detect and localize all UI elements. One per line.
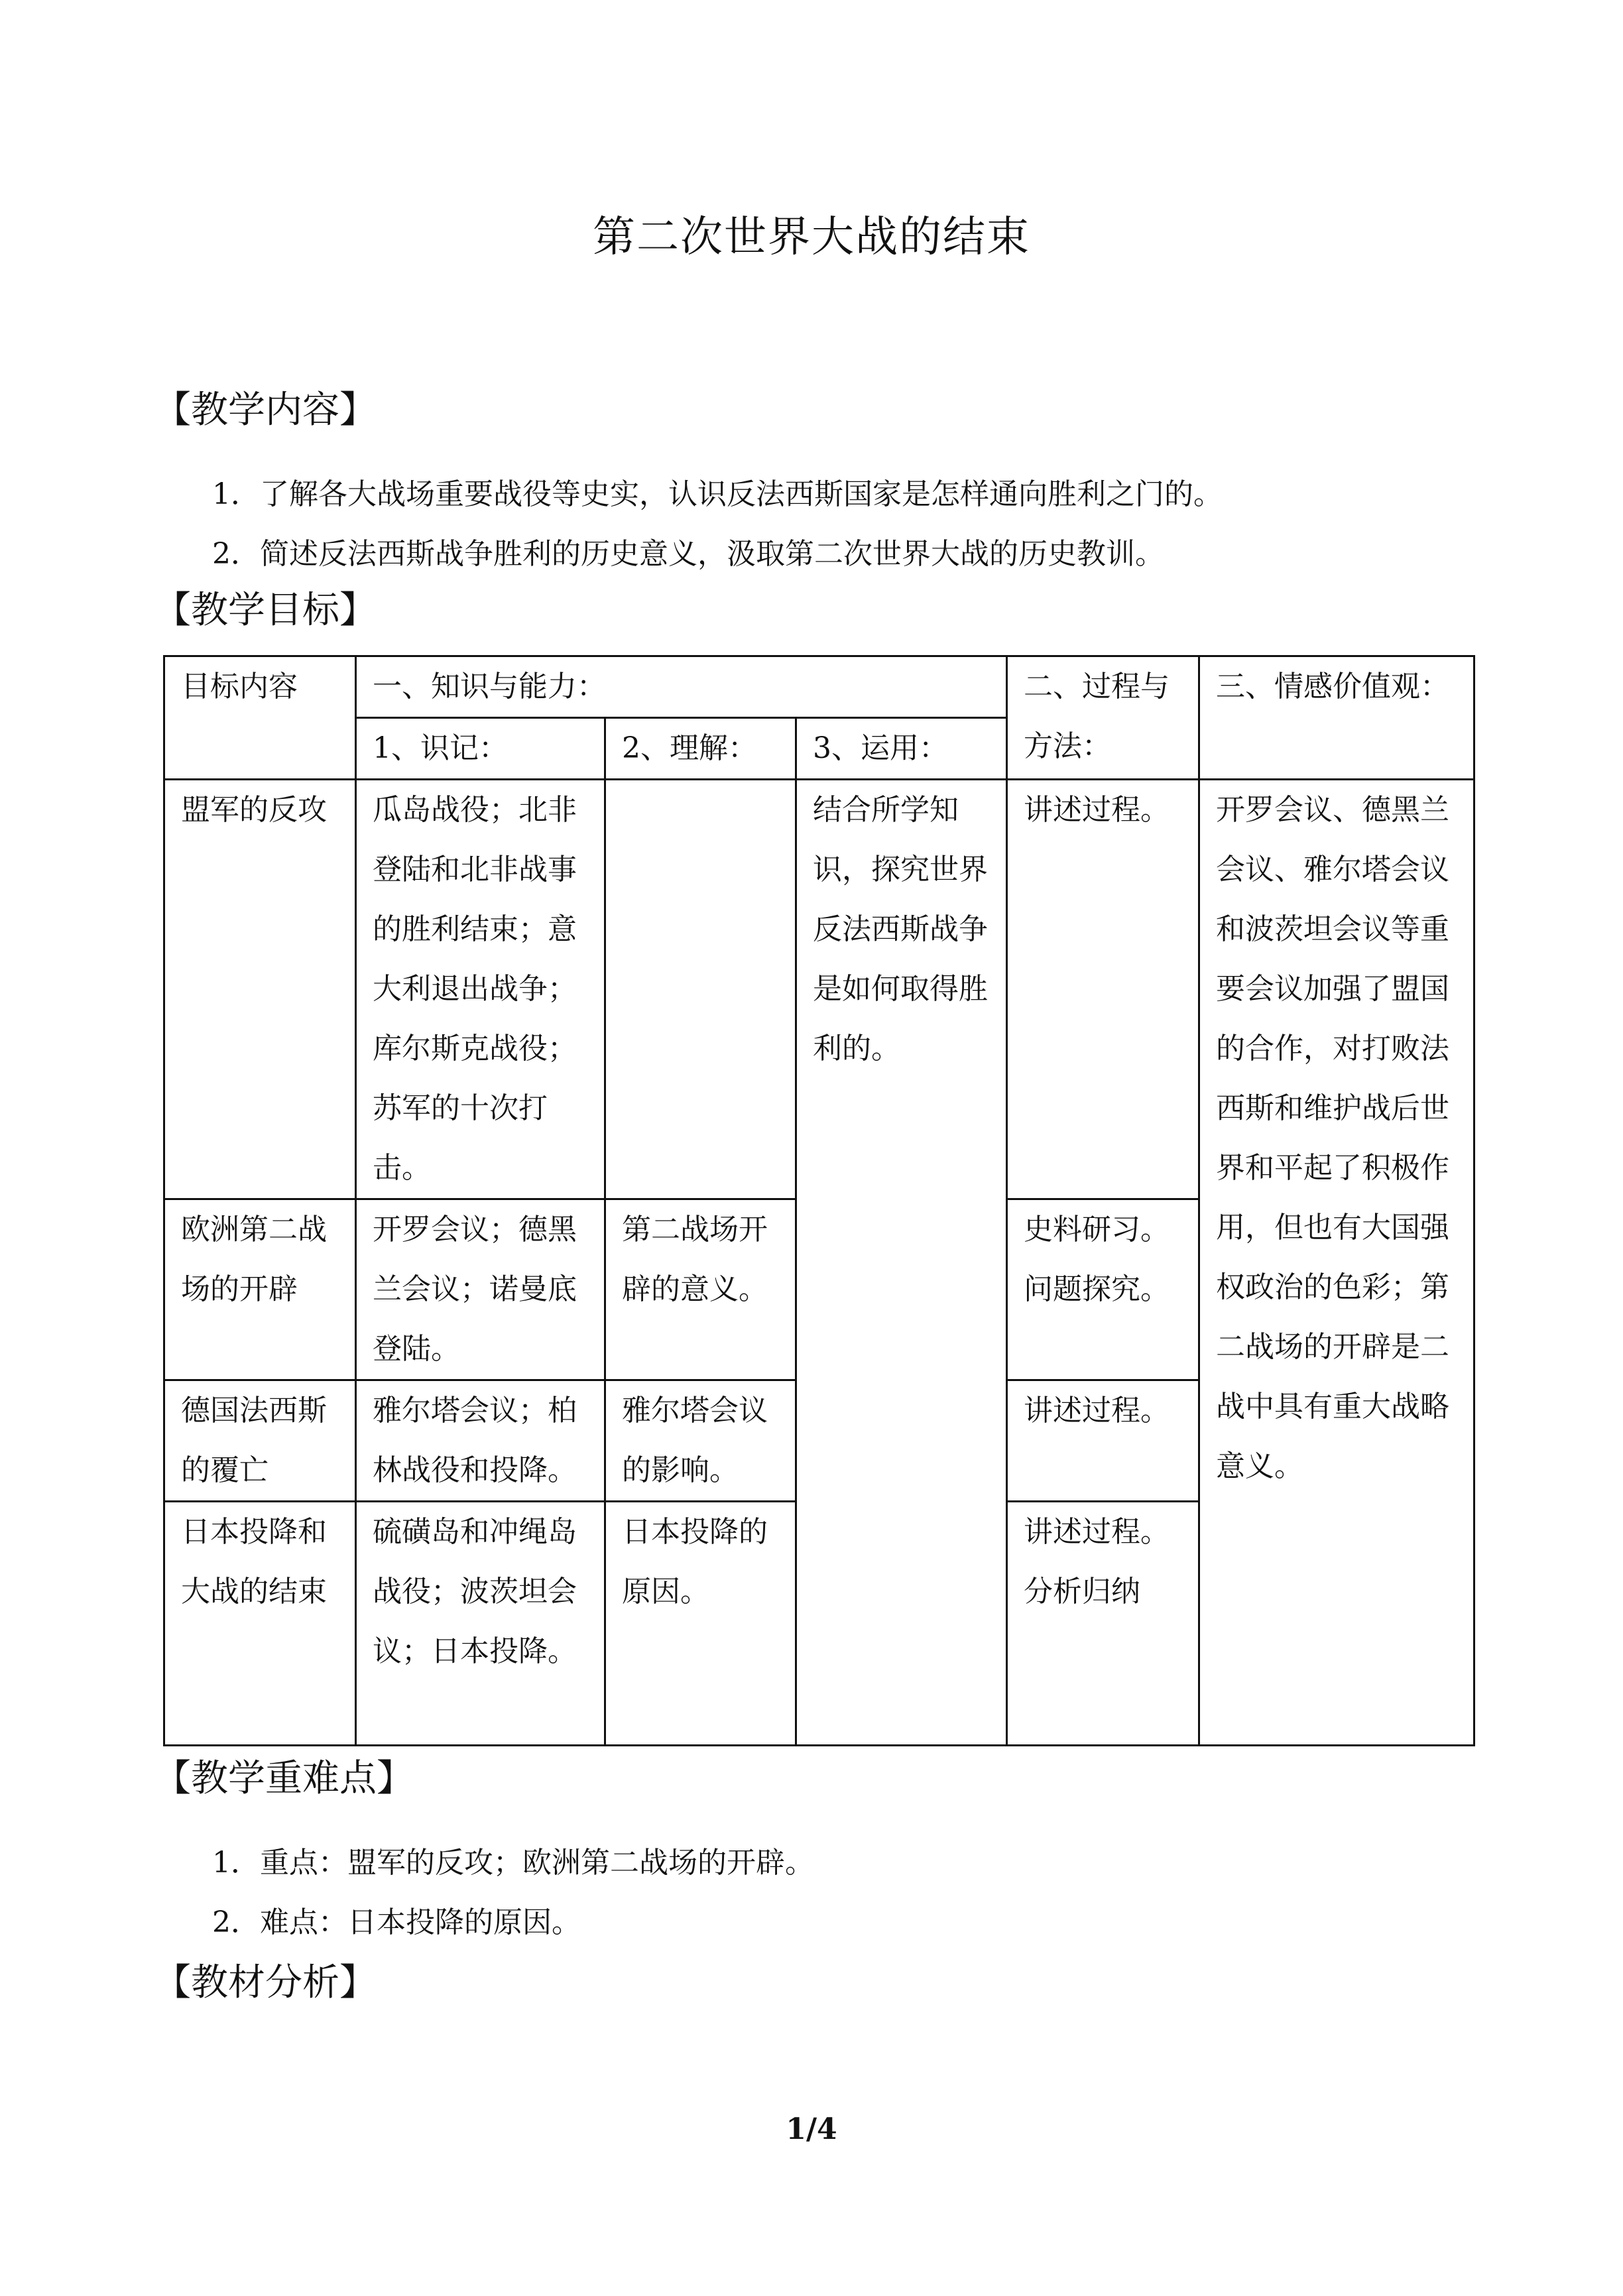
list-text: 重点：盟军的反攻；欧洲第二战场的开辟。 [260,1846,814,1880]
header-recall: 1、识记： [356,718,605,780]
list-number: 2． [212,1905,260,1939]
section-heading-analysis: 【教材分析】 [154,1961,377,2004]
list-text: 了解各大战场重要战役等史实，认识反法西斯国家是怎样通向胜利之门的。 [260,477,1223,511]
method-cell: 讲述过程。 [1007,780,1199,1199]
page-number: 1/4 [786,2112,837,2146]
keypoint-list-item [212,1903,581,1943]
header-understand: 2、理解： [605,718,796,780]
recall-cell: 硫磺岛和冲绳岛战役；波茨坦会议；日本投降。 [356,1502,605,1746]
topic-cell: 欧洲第二战场的开辟 [164,1199,356,1380]
list-text: 简述反法西斯战争胜利的历史意义，汲取第二次世界大战的历史教训。 [260,537,1164,571]
understand-cell: 第二战场开辟的意义。 [605,1199,796,1380]
content-list-item [212,534,1164,574]
method-cell: 讲述过程。 [1007,1380,1199,1502]
section-heading-content: 【教学内容】 [154,389,377,432]
recall-cell: 开罗会议；德黑兰会议；诺曼底登陆。 [356,1199,605,1380]
topic-cell: 盟军的反攻 [164,780,356,1199]
list-number: 1． [212,477,260,511]
header-knowledge: 一、知识与能力： [356,656,1007,718]
section-heading-keypoints: 【教学重难点】 [154,1757,414,1800]
recall-cell: 雅尔塔会议；柏林战役和投降。 [356,1380,605,1502]
apply-cell: 结合所学知识，探究世界反法西斯战争是如何取得胜利的。 [796,780,1007,1746]
table-row [164,780,1474,1199]
table-header-row [164,656,1474,718]
understand-cell: 日本投降的原因。 [605,1502,796,1746]
list-number: 2． [212,537,260,571]
section-heading-goals: 【教学目标】 [154,589,377,632]
goals-table [163,655,1475,1746]
emotion-cell: 开罗会议、德黑兰会议、雅尔塔会议和波茨坦会议等重要会议加强了盟国的合作，对打败法西斯和维护战后世界和平起了积极作用，但也有大国强权政治的色彩；第二战场的开辟是二战中具有重大战略意义。 [1199,780,1474,1746]
header-apply: 3、运用： [796,718,1007,780]
recall-cell: 瓜岛战役；北非登陆和北非战事的胜利结束；意大利退出战争；库尔斯克战役；苏军的十次打击。 [356,780,605,1199]
understand-cell [605,780,796,1199]
header-process: 二、过程与方法： [1007,656,1199,780]
header-emotion: 三、情感价值观： [1199,656,1474,780]
topic-cell: 德国法西斯的覆亡 [164,1380,356,1502]
list-number: 1． [212,1846,260,1880]
page-title: 第二次世界大战的结束 [593,213,1030,262]
topic-cell: 日本投降和大战的结束 [164,1502,356,1746]
method-cell: 讲述过程。分析归纳 [1007,1502,1199,1746]
keypoint-list-item [212,1843,814,1883]
header-target: 目标内容 [164,656,356,780]
method-cell: 史料研习。问题探究。 [1007,1199,1199,1380]
content-list-item [212,475,1223,514]
list-text: 难点：日本投降的原因。 [260,1905,581,1939]
understand-cell: 雅尔塔会议的影响。 [605,1380,796,1502]
